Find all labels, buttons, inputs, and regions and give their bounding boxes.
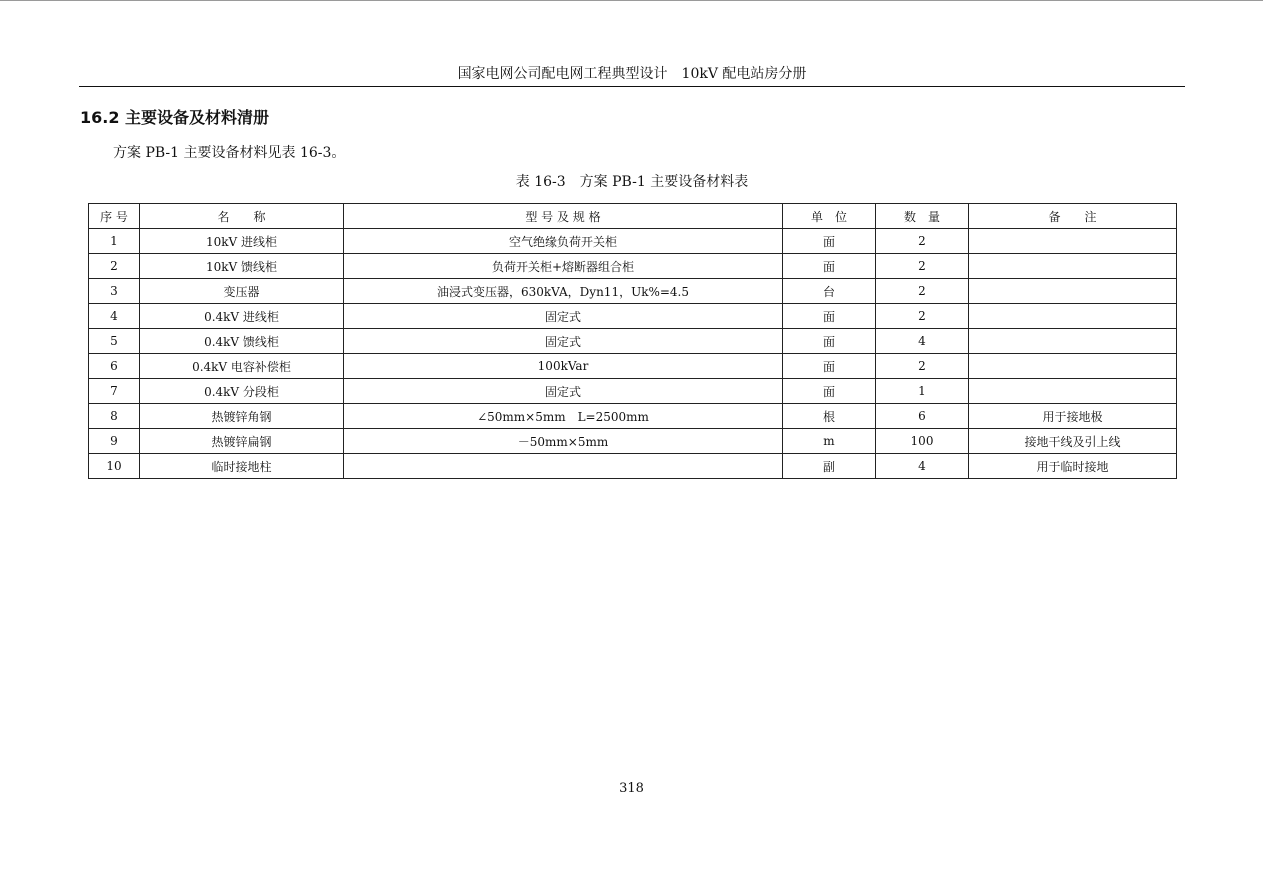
cell-unit: m: [783, 429, 876, 454]
cell-spec: 100kVar: [344, 354, 783, 379]
column-header-spec: 型 号 及 规 格: [344, 204, 783, 229]
cell-quantity: 4: [876, 329, 969, 354]
table-row: [89, 404, 1177, 429]
cell-index: 7: [89, 379, 140, 404]
cell-name: 0.4kV 分段柜: [140, 379, 344, 404]
cell-quantity: 2: [876, 229, 969, 254]
table-row: [89, 354, 1177, 379]
cell-index: 2: [89, 254, 140, 279]
table-row: [89, 454, 1177, 479]
cell-name: 0.4kV 电容补偿柜: [140, 354, 344, 379]
cell-remark: 用于临时接地: [969, 454, 1177, 479]
cell-remark: [969, 304, 1177, 329]
cell-remark: [969, 279, 1177, 304]
cell-unit: 面: [783, 229, 876, 254]
table-row: [89, 254, 1177, 279]
cell-unit: 面: [783, 329, 876, 354]
cell-name: 0.4kV 进线柜: [140, 304, 344, 329]
table-caption: 表 16-3 方案 PB-1 主要设备材料表: [515, 174, 749, 190]
cell-spec: 固定式: [344, 379, 783, 404]
cell-quantity: 2: [876, 254, 969, 279]
intro-text: 方案 PB-1 主要设备材料见表 16-3。: [113, 145, 346, 161]
cell-quantity: 1: [876, 379, 969, 404]
table-row: [89, 279, 1177, 304]
page-number: 318: [619, 781, 644, 796]
cell-unit: 面: [783, 304, 876, 329]
cell-quantity: 2: [876, 279, 969, 304]
cell-quantity: 100: [876, 429, 969, 454]
cell-spec: [344, 454, 783, 479]
cell-index: 10: [89, 454, 140, 479]
cell-name: 临时接地柱: [140, 454, 344, 479]
cell-spec: 油浸式变压器，630kVA，Dyn11，Uk%=4.5: [344, 279, 783, 304]
cell-name: 10kV 进线柜: [140, 229, 344, 254]
table-row: [89, 329, 1177, 354]
cell-index: 1: [89, 229, 140, 254]
cell-unit: 根: [783, 404, 876, 429]
cell-spec: 负荷开关柜+熔断器组合柜: [344, 254, 783, 279]
materials-table: [88, 203, 1177, 479]
cell-quantity: 2: [876, 354, 969, 379]
column-header-remark: 备 注: [969, 204, 1177, 229]
table-row: [89, 229, 1177, 254]
cell-remark: [969, 379, 1177, 404]
cell-unit: 面: [783, 379, 876, 404]
top-border: [0, 0, 1263, 1]
cell-name: 变压器: [140, 279, 344, 304]
cell-remark: [969, 354, 1177, 379]
cell-spec: ∠50mm×5mm L=2500mm: [344, 404, 783, 429]
table-row: [89, 304, 1177, 329]
section-heading: 16.2 主要设备及材料清册: [80, 108, 270, 127]
running-header: 国家电网公司配电网工程典型设计 10kV 配电站房分册: [79, 62, 1185, 87]
cell-remark: [969, 254, 1177, 279]
table-header-row: [89, 204, 1177, 229]
cell-unit: 台: [783, 279, 876, 304]
table-row: [89, 429, 1177, 454]
cell-name: 10kV 馈线柜: [140, 254, 344, 279]
cell-index: 6: [89, 354, 140, 379]
cell-remark: [969, 329, 1177, 354]
cell-spec: 固定式: [344, 304, 783, 329]
column-header-index: 序 号: [89, 204, 140, 229]
cell-quantity: 4: [876, 454, 969, 479]
cell-unit: 面: [783, 354, 876, 379]
cell-index: 4: [89, 304, 140, 329]
column-header-quantity: 数 量: [876, 204, 969, 229]
table-row: [89, 379, 1177, 404]
cell-remark: 接地干线及引上线: [969, 429, 1177, 454]
cell-name: 热镀锌扁钢: [140, 429, 344, 454]
column-header-name: 名 称: [140, 204, 344, 229]
cell-index: 5: [89, 329, 140, 354]
cell-index: 3: [89, 279, 140, 304]
cell-index: 9: [89, 429, 140, 454]
cell-spec: －50mm×5mm: [344, 429, 783, 454]
cell-spec: 空气绝缘负荷开关柜: [344, 229, 783, 254]
cell-quantity: 6: [876, 404, 969, 429]
cell-name: 热镀锌角钢: [140, 404, 344, 429]
column-header-unit: 单 位: [783, 204, 876, 229]
cell-remark: 用于接地极: [969, 404, 1177, 429]
cell-unit: 面: [783, 254, 876, 279]
cell-spec: 固定式: [344, 329, 783, 354]
cell-unit: 副: [783, 454, 876, 479]
cell-remark: [969, 229, 1177, 254]
cell-quantity: 2: [876, 304, 969, 329]
cell-index: 8: [89, 404, 140, 429]
cell-name: 0.4kV 馈线柜: [140, 329, 344, 354]
